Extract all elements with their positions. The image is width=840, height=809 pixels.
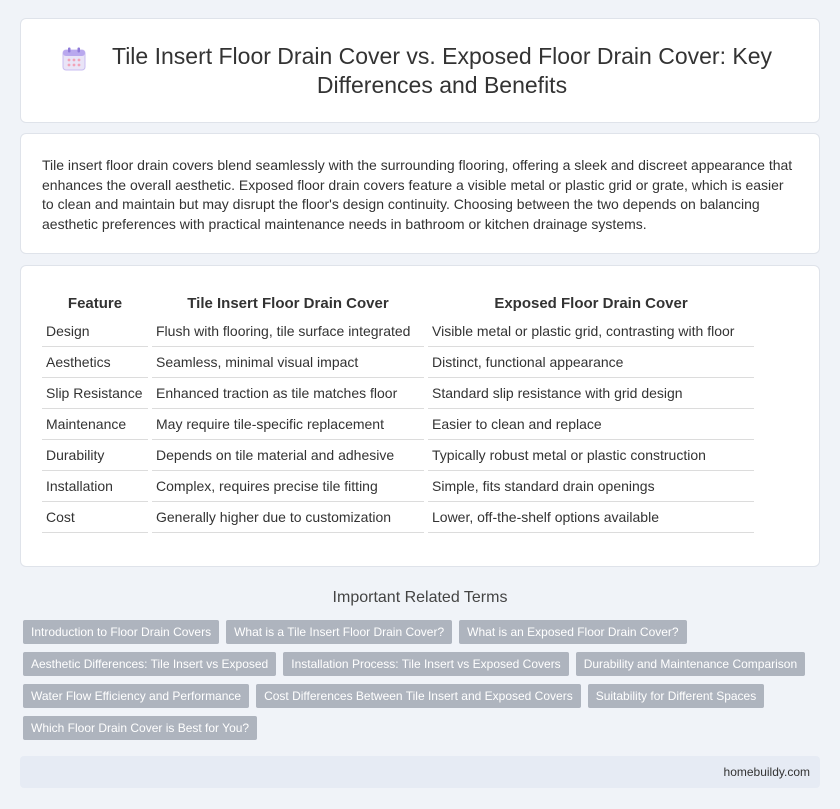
row-tile-insert: Enhanced traction as tile matches floor <box>152 378 424 409</box>
related-term-tag[interactable]: Suitability for Different Spaces <box>588 684 765 708</box>
header-exposed: Exposed Floor Drain Cover <box>494 295 688 312</box>
footer <box>20 756 820 788</box>
table-row <box>42 409 754 440</box>
calendar-icon <box>61 46 87 72</box>
table-row <box>42 471 754 502</box>
related-terms-list <box>23 620 817 748</box>
comparison-table <box>38 286 758 533</box>
row-exposed: Easier to clean and replace <box>428 409 754 440</box>
row-feature: Slip Resistance <box>42 378 148 409</box>
table-row <box>42 347 754 378</box>
row-exposed: Typically robust metal or plastic construction <box>428 440 754 471</box>
row-tile-insert: Depends on tile material and adhesive <box>152 440 424 471</box>
row-tile-insert: Generally higher due to customization <box>152 502 424 533</box>
intro-card <box>20 133 820 254</box>
table-header-row <box>42 286 754 316</box>
title-card <box>20 18 820 123</box>
row-feature: Durability <box>42 440 148 471</box>
related-term-tag[interactable]: What is an Exposed Floor Drain Cover? <box>459 620 686 644</box>
related-term-tag[interactable]: Cost Differences Between Tile Insert and Exposed Covers <box>256 684 581 708</box>
row-tile-insert: Flush with flooring, tile surface integrated <box>152 316 424 347</box>
page-title: Tile Insert Floor Drain Cover vs. Exposed Floor Drain Cover: Key Differences and Benefits <box>112 42 772 98</box>
row-exposed: Simple, fits standard drain openings <box>428 471 754 502</box>
table-row <box>42 378 754 409</box>
row-exposed: Distinct, functional appearance <box>428 347 754 378</box>
title-wrap <box>61 42 779 100</box>
row-exposed: Standard slip resistance with grid design <box>428 378 754 409</box>
table-row <box>42 502 754 533</box>
related-term-tag[interactable]: What is a Tile Insert Floor Drain Cover? <box>226 620 452 644</box>
related-term-tag[interactable]: Water Flow Efficiency and Performance <box>23 684 249 708</box>
header-tile-insert: Tile Insert Floor Drain Cover <box>187 295 389 312</box>
row-exposed: Lower, off-the-shelf options available <box>428 502 754 533</box>
related-term-tag[interactable]: Aesthetic Differences: Tile Insert vs Exposed <box>23 652 276 676</box>
related-term-tag[interactable]: Which Floor Drain Cover is Best for You? <box>23 716 257 740</box>
row-feature: Aesthetics <box>42 347 148 378</box>
row-tile-insert: Complex, requires precise tile fitting <box>152 471 424 502</box>
row-exposed: Visible metal or plastic grid, contrasting with floor <box>428 316 754 347</box>
row-feature: Installation <box>42 471 148 502</box>
related-terms-heading: Important Related Terms <box>332 589 508 606</box>
row-tile-insert: Seamless, minimal visual impact <box>152 347 424 378</box>
intro-paragraph: Tile insert floor drain covers blend seamlessly with the surrounding flooring, offering a sleek and discreet appearance that enhances the overall aesthetic. Exposed floor drain covers feature a visible metal or plastic grid or grate, which is easier to clean and maintain but may disrupt the floor's design continuity. Choosing between the two depends on balancing aesthetic preferences with practical maintenance needs in bathroom or kitchen drainage systems. <box>42 157 793 232</box>
comparison-card <box>20 265 820 567</box>
related-term-tag[interactable]: Installation Process: Tile Insert vs Exposed Covers <box>283 652 568 676</box>
related-term-tag[interactable]: Introduction to Floor Drain Covers <box>23 620 219 644</box>
row-feature: Cost <box>42 502 148 533</box>
row-feature: Maintenance <box>42 409 148 440</box>
related-term-tag[interactable]: Durability and Maintenance Comparison <box>576 652 805 676</box>
footer-site-name: homebuildy.com <box>723 765 810 779</box>
table-row <box>42 316 754 347</box>
table-row <box>42 440 754 471</box>
header-feature: Feature <box>67 295 123 312</box>
row-feature: Design <box>42 316 148 347</box>
row-tile-insert: May require tile-specific replacement <box>152 409 424 440</box>
